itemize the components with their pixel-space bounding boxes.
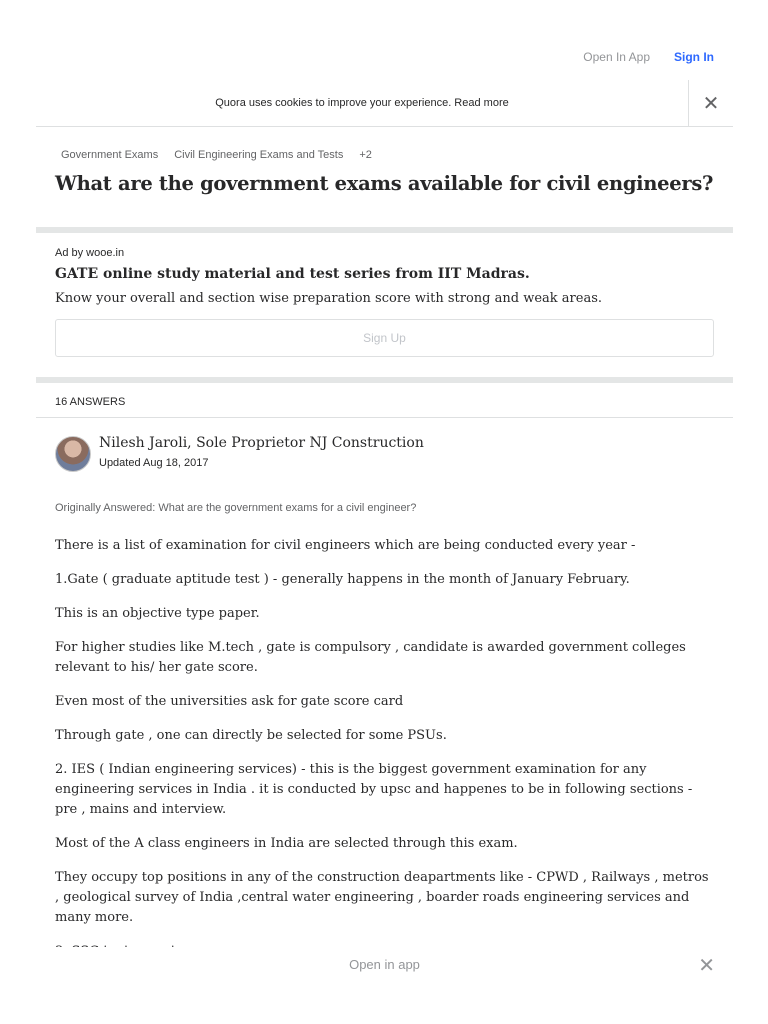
cookie-text[interactable]: Quora uses cookies to improve your experience. Read more	[215, 97, 509, 109]
close-icon[interactable]: ✕	[688, 80, 733, 126]
ad-source: Ad by wooe.in	[55, 247, 125, 259]
ad-description: Know your overall and section wise preparation score with strong and weak areas.	[55, 291, 603, 306]
question-title: What are the government exams available for civil engineers?	[55, 172, 714, 195]
answer-paragraph: For higher studies like M.tech , gate is compulsory , candidate is awarded government colleges relevant to his/ her gate score.	[55, 640, 686, 675]
originally-answered[interactable]: Originally Answered: What are the government exams for a civil engineer?	[55, 502, 417, 514]
sign-up-button[interactable]: Sign Up	[55, 319, 714, 357]
answer-paragraph: This is an objective type paper.	[55, 606, 260, 621]
answer-paragraph: 1.Gate ( graduate aptitude test ) - generally happens in the month of January February.	[55, 572, 630, 587]
open-in-app-button[interactable]: Open in app	[349, 956, 420, 972]
answers-count: 16 ANSWERS	[36, 383, 733, 418]
topic-list	[36, 127, 733, 161]
ad-title[interactable]: GATE online study material and test series from IIT Madras.	[55, 266, 530, 282]
answer-updated-date[interactable]: Updated Aug 18, 2017	[99, 457, 209, 469]
top-nav	[583, 50, 714, 64]
answer-paragraph: Even most of the universities ask for gate score card	[55, 694, 404, 709]
ad-block	[36, 233, 733, 357]
open-in-app-link[interactable]: Open In App	[583, 50, 650, 64]
answer-body	[36, 514, 733, 962]
main-content	[36, 80, 733, 976]
open-in-app-bar	[36, 947, 733, 981]
answer-paragraph: They occupy top positions in any of the construction deapartments like - CPWD , Railways , metros , geological survey of India ,central water engineering , boarder roads engineering services and many more.	[55, 870, 709, 925]
answer-paragraph: Through gate , one can directly be selected for some PSUs.	[55, 728, 447, 743]
answer-paragraph: Most of the A class engineers in India are selected through this exam.	[55, 836, 518, 851]
topic-civil-engineering-exams[interactable]: Civil Engineering Exams and Tests	[174, 149, 344, 161]
close-icon[interactable]: ✕	[698, 955, 715, 977]
topic-government-exams[interactable]: Government Exams	[61, 149, 159, 161]
sign-in-link[interactable]: Sign In	[674, 50, 714, 64]
topic-more[interactable]: +2	[359, 149, 372, 161]
answer-author	[36, 418, 733, 472]
answer-paragraph: 2. IES ( Indian engineering services) - this is the biggest government examination for any engineering services in India . it is conducted by upsc and happenes to be in following sections - pre , mains and interview.	[55, 762, 693, 817]
cookie-banner	[36, 80, 733, 127]
author-name[interactable]: Nilesh Jaroli, Sole Proprietor NJ Construction	[99, 435, 424, 451]
answer-paragraph: There is a list of examination for civil engineers which are being conducted every year -	[55, 538, 636, 553]
avatar[interactable]	[55, 436, 91, 472]
